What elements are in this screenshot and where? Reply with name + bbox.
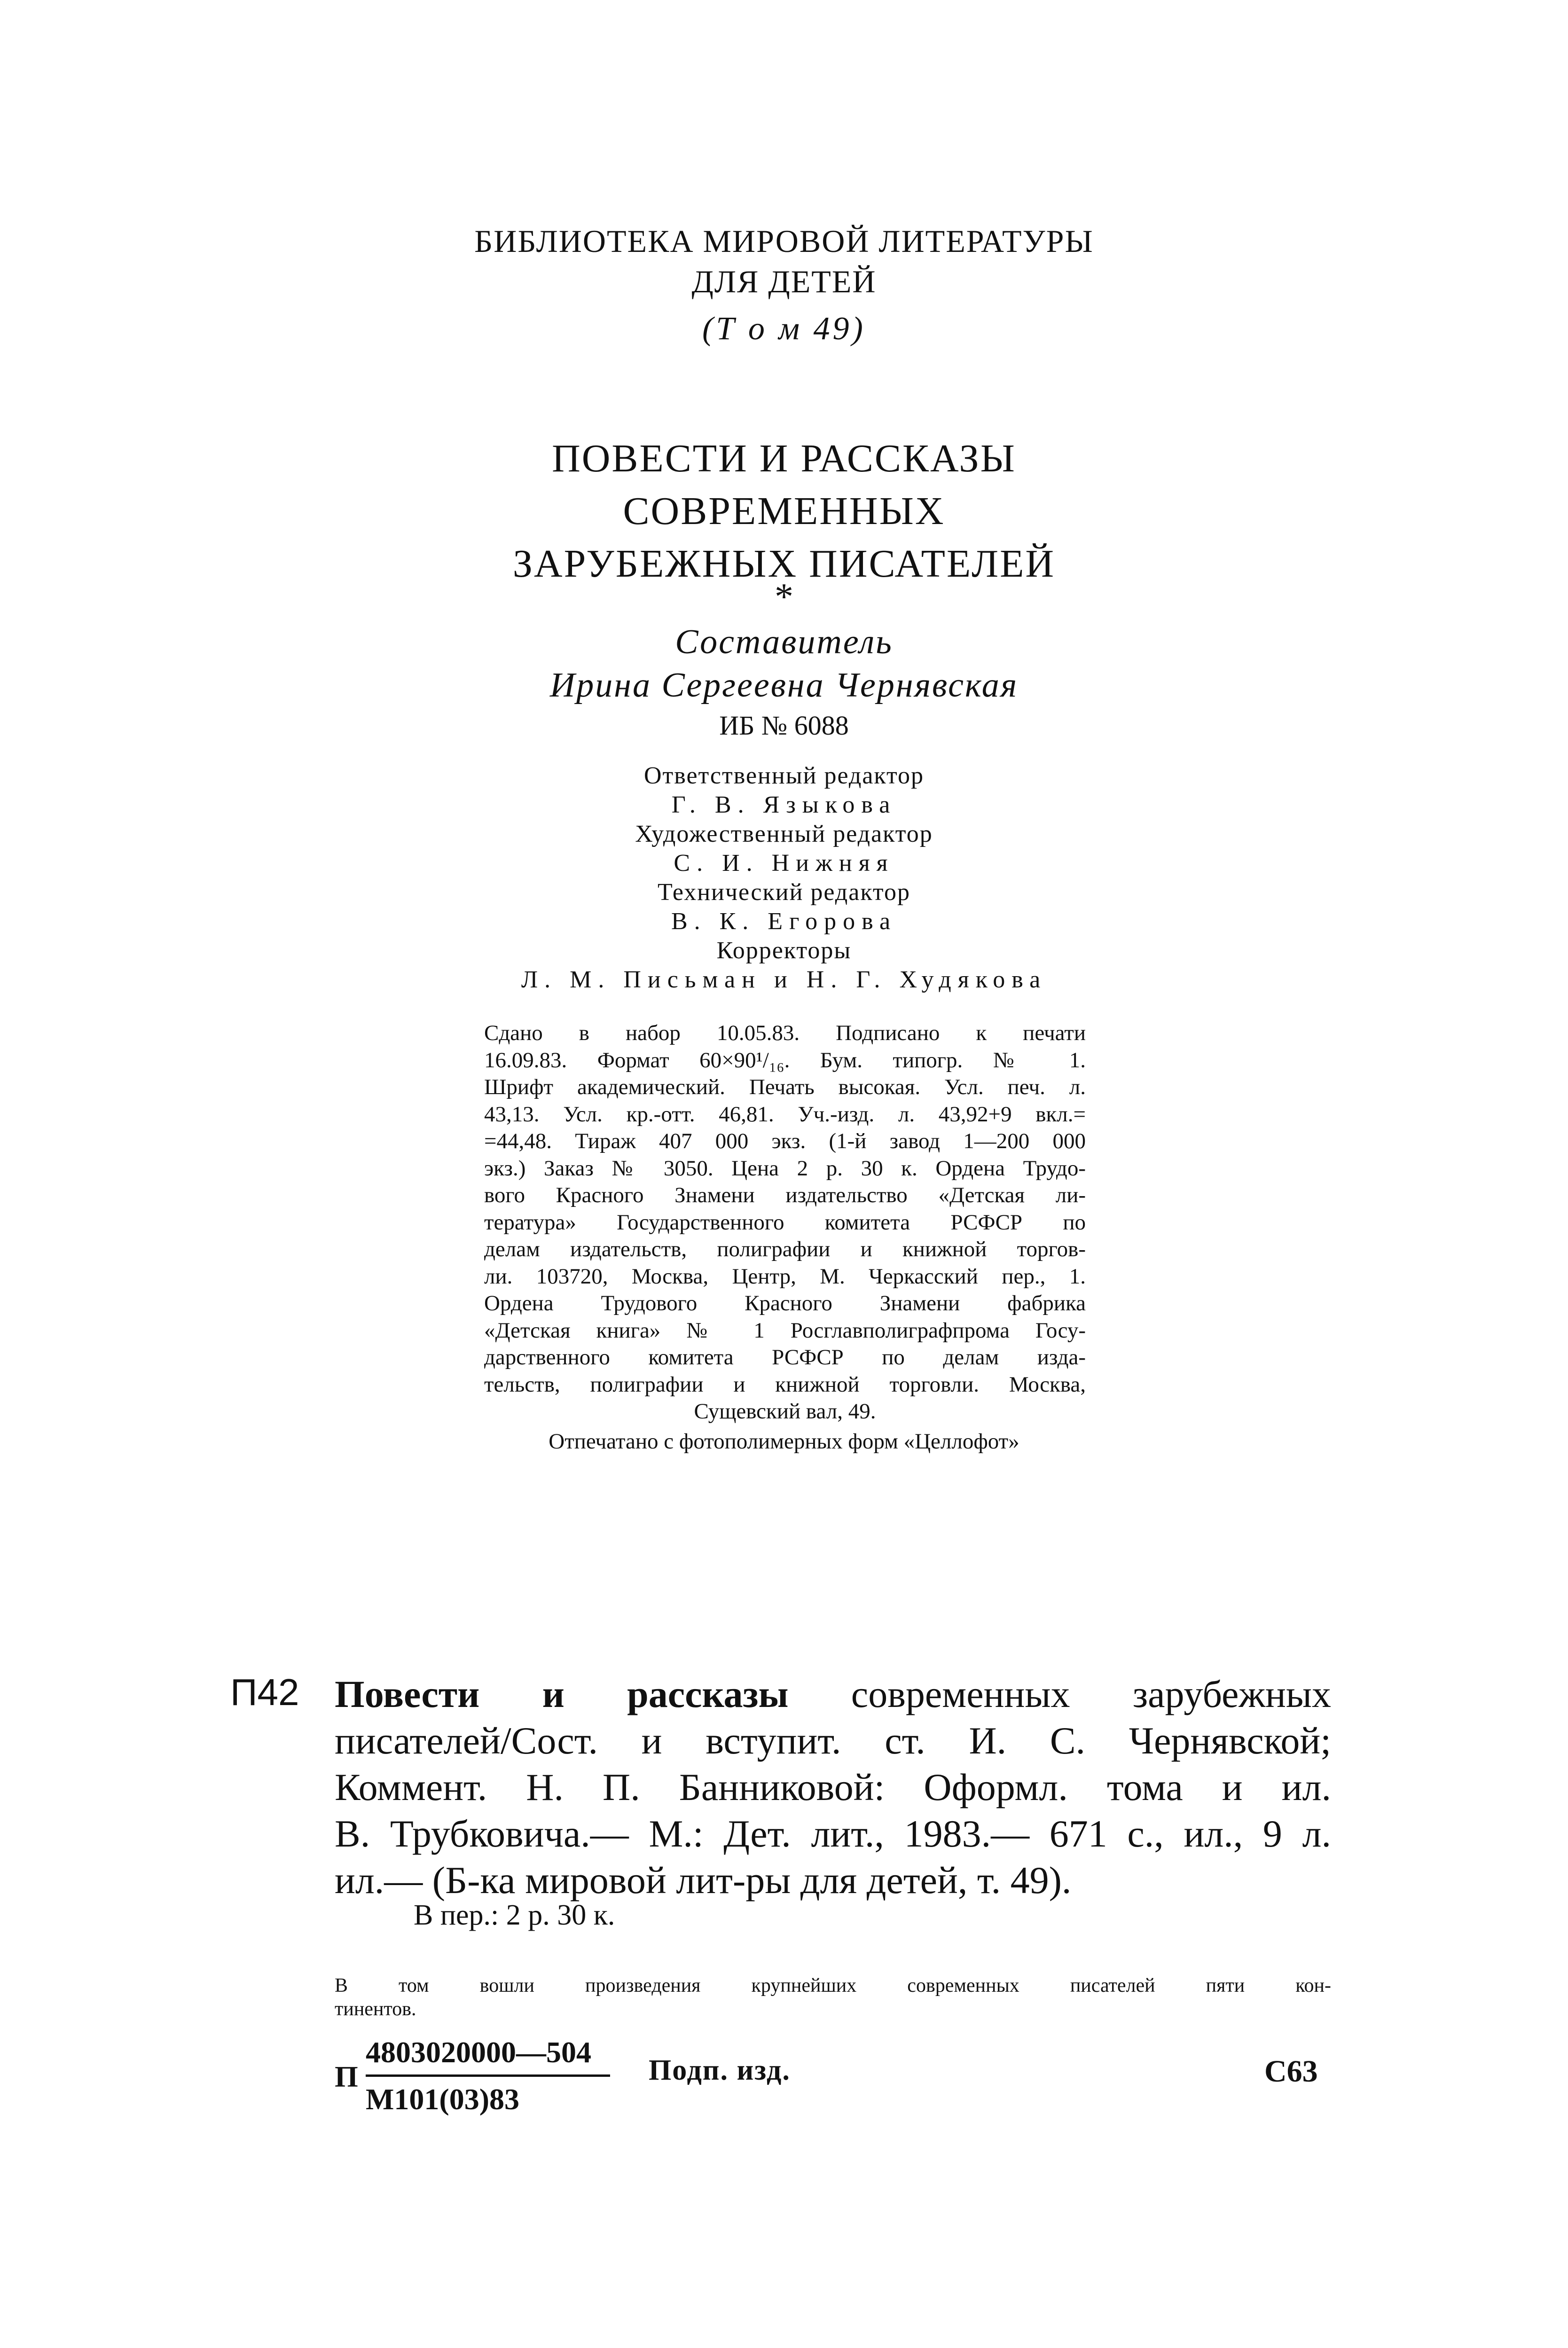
annotation-line-1: В том вошли произведения крупнейших современных писателей пяти кон- — [335, 1975, 1331, 1996]
index-prefix: П — [335, 2060, 358, 2093]
bibliographic-record — [335, 1671, 1331, 1903]
catalog-code: П42 — [230, 1671, 299, 1713]
annotation — [335, 1974, 1331, 2021]
imprint-line: Шрифт академический. Печать высокая. Усл. печ. л. — [484, 1075, 1086, 1099]
imprint-line: экз.) Заказ № 3050. Цена 2 р. 30 к. Ордена Трудо- — [484, 1156, 1086, 1181]
imprint-line: дарственного комитета РСФСР по делам изда- — [484, 1345, 1086, 1370]
asterisk-ornament: * — [775, 576, 793, 618]
imprint-line: «Детская книга» № 1 Росглавполиграфпрома Госу- — [484, 1318, 1086, 1343]
annotation-line-2: тинентов. — [335, 1998, 416, 2020]
tech-editor-label: Технический редактор — [658, 879, 910, 906]
title-line-3: ЗАРУБЕЖНЫХ ПИСАТЕЛЕЙ — [512, 542, 1056, 586]
subscription-edition: Подп. изд. — [649, 2054, 791, 2086]
series-line-1: БИБЛИОТЕКА МИРОВОЙ ЛИТЕРАТУРЫ — [474, 223, 1094, 259]
printed-note: Отпечатано с фотополимерных форм «Целлофот» — [549, 1429, 1019, 1454]
index-numerator: 4803020000—504 — [366, 2035, 591, 2069]
imprint-line: =44,48. Тираж 407 000 экз. (1-й завод 1—200 000 — [484, 1129, 1086, 1153]
ib-number: ИБ № 6088 — [719, 710, 849, 741]
imprint-block — [484, 1020, 1086, 1425]
imprint-line: вого Красного Знамени издательство «Детская ли- — [484, 1183, 1086, 1207]
resp-editor-name: Г. В. Языкова — [671, 791, 897, 818]
series-title — [0, 221, 1568, 302]
biblio-line-4: В. Трубковича.— М.: Дет. лит., 1983.— 671 с., ил., 9 л. — [335, 1812, 1331, 1855]
imprint-line: 16.09.83. Формат 60×90¹/₁₆. Бум. типогр. № 1. — [484, 1048, 1086, 1072]
resp-editor-label: Ответственный редактор — [643, 762, 925, 789]
biblio-line-1-rest: современных зарубежных — [851, 1673, 1332, 1715]
biblio-line-1 — [335, 1671, 1331, 1717]
imprint-line: ли. 103720, Москва, Центр, М. Черкасский пер., 1. — [484, 1264, 1086, 1289]
compiler-name: Ирина Сергеевна Чернявская — [549, 666, 1019, 704]
imprint-line: Сущевский вал, 49. — [694, 1399, 876, 1424]
title-line-1: ПОВЕСТИ И РАССКАЗЫ — [552, 437, 1016, 480]
bbk-code: С63 — [1264, 2054, 1318, 2089]
biblio-line-3: Коммент. Н. П. Банниковой: Оформл. тома и ил. — [335, 1766, 1331, 1808]
biblio-line-2: писателей/Сост. и вступит. ст. И. С. Чернявской; — [335, 1719, 1331, 1762]
imprint-line: Сдано в набор 10.05.83. Подписано к печати — [484, 1021, 1086, 1045]
compiler-block — [0, 620, 1568, 707]
editorial-staff — [0, 761, 1568, 994]
book-title — [0, 432, 1568, 590]
imprint-line: Ордена Трудового Красного Знамени фабрика — [484, 1291, 1086, 1315]
fraction-bar — [366, 2074, 610, 2077]
volume-number: (Т о м 49) — [702, 311, 866, 347]
imprint-line: 43,13. Усл. кр.-отт. 46,81. Уч.-изд. л. 43,92+9 вкл.= — [484, 1102, 1086, 1127]
index-denominator: М101(03)83 — [366, 2082, 520, 2116]
proofreaders-label: Корректоры — [716, 937, 852, 964]
series-line-2: ДЛЯ ДЕТЕЙ — [691, 264, 877, 299]
art-editor-label: Художественный редактор — [635, 821, 933, 847]
imprint-line: делам издательств, полиграфии и книжной торгов- — [484, 1237, 1086, 1261]
biblio-line-5: ил.— (Б-ка мировой лит-ры для детей, т. 49). — [335, 1859, 1072, 1902]
title-line-2: СОВРЕМЕННЫХ — [623, 489, 945, 533]
compiler-label: Составитель — [675, 623, 893, 661]
biblio-bold-title: Повести и рассказы — [335, 1673, 789, 1715]
price: В пер.: 2 р. 30 к. — [414, 1899, 615, 1931]
imprint-line: тельств, полиграфии и книжной торговли. Москва, — [484, 1372, 1086, 1397]
imprint-line: тература» Государственного комитета РСФСР по — [484, 1210, 1086, 1235]
proofreaders-names: Л. М. Письман и Н. Г. Худякова — [521, 966, 1047, 993]
art-editor-name: С. И. Нижняя — [674, 850, 894, 877]
tech-editor-name: В. К. Егорова — [671, 908, 897, 935]
